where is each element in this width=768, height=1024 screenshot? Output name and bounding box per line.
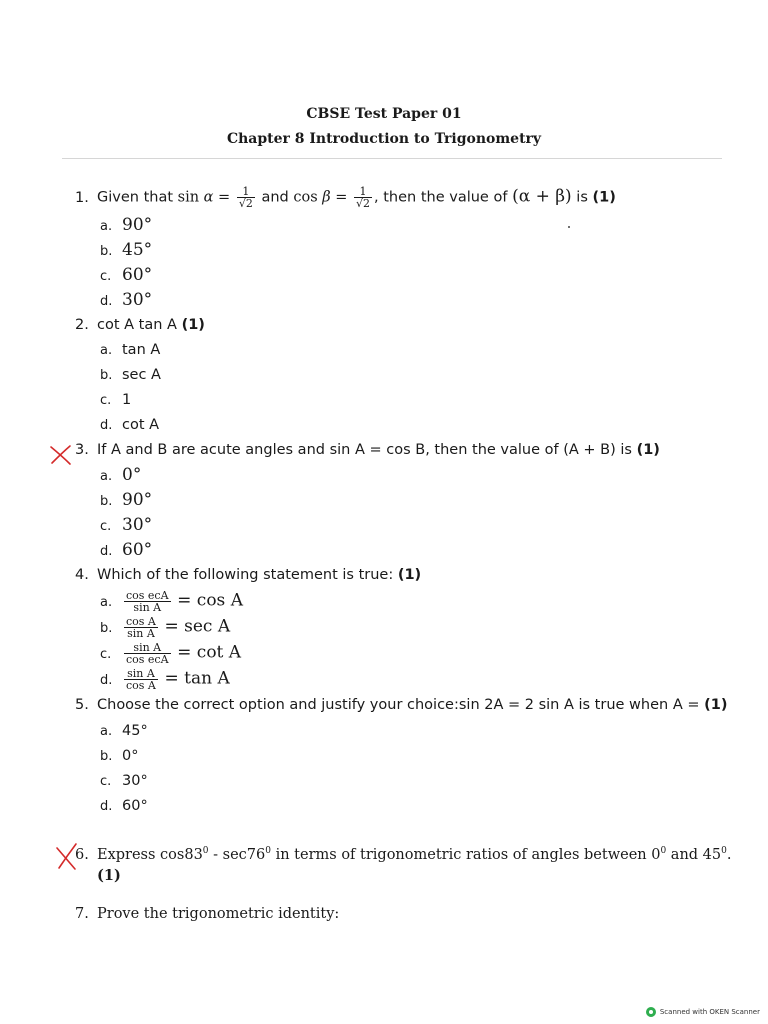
question-4 bbox=[75, 566, 421, 584]
q1-option-d bbox=[100, 291, 152, 311]
q3-option-d bbox=[100, 541, 152, 561]
question-number: 4. bbox=[75, 567, 89, 583]
question-text: cot A tan A bbox=[97, 317, 182, 333]
question-number: 5. bbox=[75, 697, 89, 713]
scanner-watermark bbox=[646, 1007, 760, 1017]
option-label: c. bbox=[100, 519, 112, 534]
option-label: a. bbox=[100, 724, 113, 739]
question-7 bbox=[75, 905, 339, 923]
option-value: sec A bbox=[122, 367, 161, 383]
fraction-den: √2 bbox=[238, 197, 253, 210]
option-value: 60° bbox=[122, 265, 153, 285]
fraction-num: cos A bbox=[126, 615, 156, 628]
option-value: 1 bbox=[122, 392, 132, 408]
q5-option-c bbox=[100, 772, 148, 791]
fraction-1 bbox=[237, 186, 255, 209]
math-cos: cos bbox=[293, 189, 318, 206]
question-text: Given that bbox=[97, 189, 178, 206]
q2-option-a bbox=[100, 341, 160, 360]
fraction-den: sin A bbox=[127, 627, 155, 640]
option-label: d. bbox=[100, 672, 113, 688]
math-eq: = bbox=[330, 189, 353, 206]
option-value: 30° bbox=[122, 290, 153, 310]
marks-label: (1) bbox=[97, 867, 121, 884]
stray-dot bbox=[568, 226, 570, 228]
superscript: 0 bbox=[265, 846, 271, 856]
q2-option-c bbox=[100, 391, 131, 410]
fraction-2 bbox=[354, 186, 372, 209]
option-label: c. bbox=[100, 393, 112, 408]
question-number: 3. bbox=[75, 442, 89, 458]
fraction-num: 1 bbox=[237, 186, 255, 198]
superscript: 0 bbox=[721, 846, 727, 856]
marks-label: (1) bbox=[636, 442, 660, 458]
fraction-den: cos A bbox=[126, 679, 156, 692]
q5-option-b bbox=[100, 747, 138, 766]
fraction-num: 1 bbox=[354, 186, 372, 198]
superscript: 0 bbox=[202, 846, 209, 856]
question-text: in terms of trigonometric ratios of angles between 0 bbox=[270, 846, 661, 863]
option-label: d. bbox=[100, 294, 113, 309]
fraction-den: sin A bbox=[133, 601, 162, 614]
fraction-num: sin A bbox=[124, 642, 171, 654]
option-value: cot A bbox=[122, 417, 160, 433]
q3-option-a bbox=[100, 466, 141, 486]
red-cross-mark-q3 bbox=[48, 443, 74, 467]
marks-label: (1) bbox=[181, 317, 205, 333]
option-value: 60° bbox=[122, 798, 148, 814]
option-value: 90° bbox=[122, 215, 153, 235]
marks-label: (1) bbox=[397, 567, 422, 583]
fraction-num: cos ecA bbox=[126, 589, 169, 602]
math-beta: β bbox=[322, 189, 331, 206]
option-label: d. bbox=[100, 799, 113, 814]
fraction-den: cos ecA bbox=[126, 653, 169, 666]
scanner-text: Scanned with OKEN Scanner bbox=[659, 1008, 760, 1016]
option-rhs: = cos A bbox=[177, 590, 243, 611]
question-1 bbox=[75, 186, 616, 209]
option-label: c. bbox=[100, 774, 112, 789]
q4-option-d bbox=[100, 668, 230, 691]
q4-option-a bbox=[100, 590, 243, 613]
question-text: Prove the trigonometric identity: bbox=[97, 906, 340, 922]
question-6 bbox=[75, 842, 731, 864]
question-6-marks bbox=[97, 867, 121, 885]
option-fraction bbox=[124, 590, 171, 613]
option-value: 30° bbox=[122, 515, 153, 535]
option-rhs: = cot A bbox=[177, 642, 242, 663]
fraction-num: sin A bbox=[124, 668, 158, 680]
question-text: - sec76 bbox=[208, 846, 266, 863]
question-2 bbox=[75, 316, 205, 334]
marks-label: (1) bbox=[592, 189, 616, 206]
q3-option-b bbox=[100, 491, 152, 511]
question-5 bbox=[75, 696, 727, 714]
question-text: If A and B are acute angles and sin A = cos B, then the value of (A + B) is bbox=[97, 442, 637, 458]
math-alpha: α bbox=[203, 189, 214, 206]
option-label: d. bbox=[100, 544, 113, 559]
option-fraction bbox=[124, 668, 158, 691]
question-text: Express cos83 bbox=[97, 846, 203, 863]
fraction-den: √2 bbox=[356, 197, 371, 210]
option-value: 60° bbox=[122, 540, 153, 560]
question-text: Choose the correct option and justify your choice:sin 2A = 2 sin A is true when A = bbox=[97, 697, 705, 713]
q2-option-d bbox=[100, 416, 159, 435]
math-sin: sin bbox=[177, 189, 200, 206]
option-label: a. bbox=[100, 219, 113, 234]
header-divider bbox=[62, 158, 722, 159]
option-label: b. bbox=[100, 494, 113, 509]
option-label: b. bbox=[100, 620, 113, 636]
option-value: tan A bbox=[122, 342, 161, 358]
q4-option-c bbox=[100, 642, 241, 665]
question-number: 7. bbox=[75, 906, 89, 922]
chapter-title: Chapter 8 Introduction to Trigonometry bbox=[226, 131, 542, 147]
option-label: a. bbox=[100, 343, 113, 358]
question-3 bbox=[75, 441, 660, 459]
option-value: 45° bbox=[122, 723, 148, 739]
option-label: a. bbox=[100, 594, 113, 610]
paper-title: CBSE Test Paper 01 bbox=[306, 106, 462, 122]
option-value: 0° bbox=[122, 465, 142, 485]
marks-label: (1) bbox=[704, 697, 728, 713]
q1-option-c bbox=[100, 266, 152, 286]
option-value: 30° bbox=[122, 773, 148, 789]
option-label: b. bbox=[100, 368, 113, 383]
option-label: d. bbox=[100, 418, 113, 433]
option-label: b. bbox=[100, 749, 113, 764]
option-rhs: = tan A bbox=[164, 668, 230, 689]
q1-option-a bbox=[100, 216, 152, 236]
superscript: 0 bbox=[660, 846, 667, 856]
option-label: c. bbox=[100, 269, 112, 284]
q1-option-b bbox=[100, 241, 152, 261]
question-number: 1. bbox=[75, 189, 89, 206]
math-eq: = bbox=[213, 189, 235, 206]
q5-option-d bbox=[100, 797, 148, 816]
option-rhs: = sec A bbox=[164, 616, 231, 637]
question-text: , then the value of bbox=[374, 189, 513, 206]
option-fraction bbox=[124, 642, 171, 665]
question-text: is bbox=[571, 189, 593, 206]
question-text: and 45 bbox=[666, 846, 722, 863]
option-label: c. bbox=[100, 646, 112, 662]
q5-option-a bbox=[100, 722, 148, 741]
q4-option-b bbox=[100, 616, 230, 639]
option-label: b. bbox=[100, 244, 113, 259]
option-value: 0° bbox=[122, 748, 139, 764]
question-number: 6. bbox=[75, 846, 89, 863]
option-value: 90° bbox=[122, 490, 153, 510]
scanner-logo-icon bbox=[646, 1007, 656, 1017]
question-text: and bbox=[256, 189, 294, 206]
option-fraction bbox=[124, 616, 158, 639]
option-value: 45° bbox=[122, 240, 153, 260]
option-label: a. bbox=[100, 469, 113, 484]
question-text: . bbox=[726, 846, 732, 863]
q2-option-b bbox=[100, 366, 161, 385]
question-text: Which of the following statement is true: bbox=[97, 567, 398, 583]
q3-option-c bbox=[100, 516, 152, 536]
question-number: 2. bbox=[75, 317, 89, 333]
math-expression: (α + β) bbox=[512, 186, 572, 207]
